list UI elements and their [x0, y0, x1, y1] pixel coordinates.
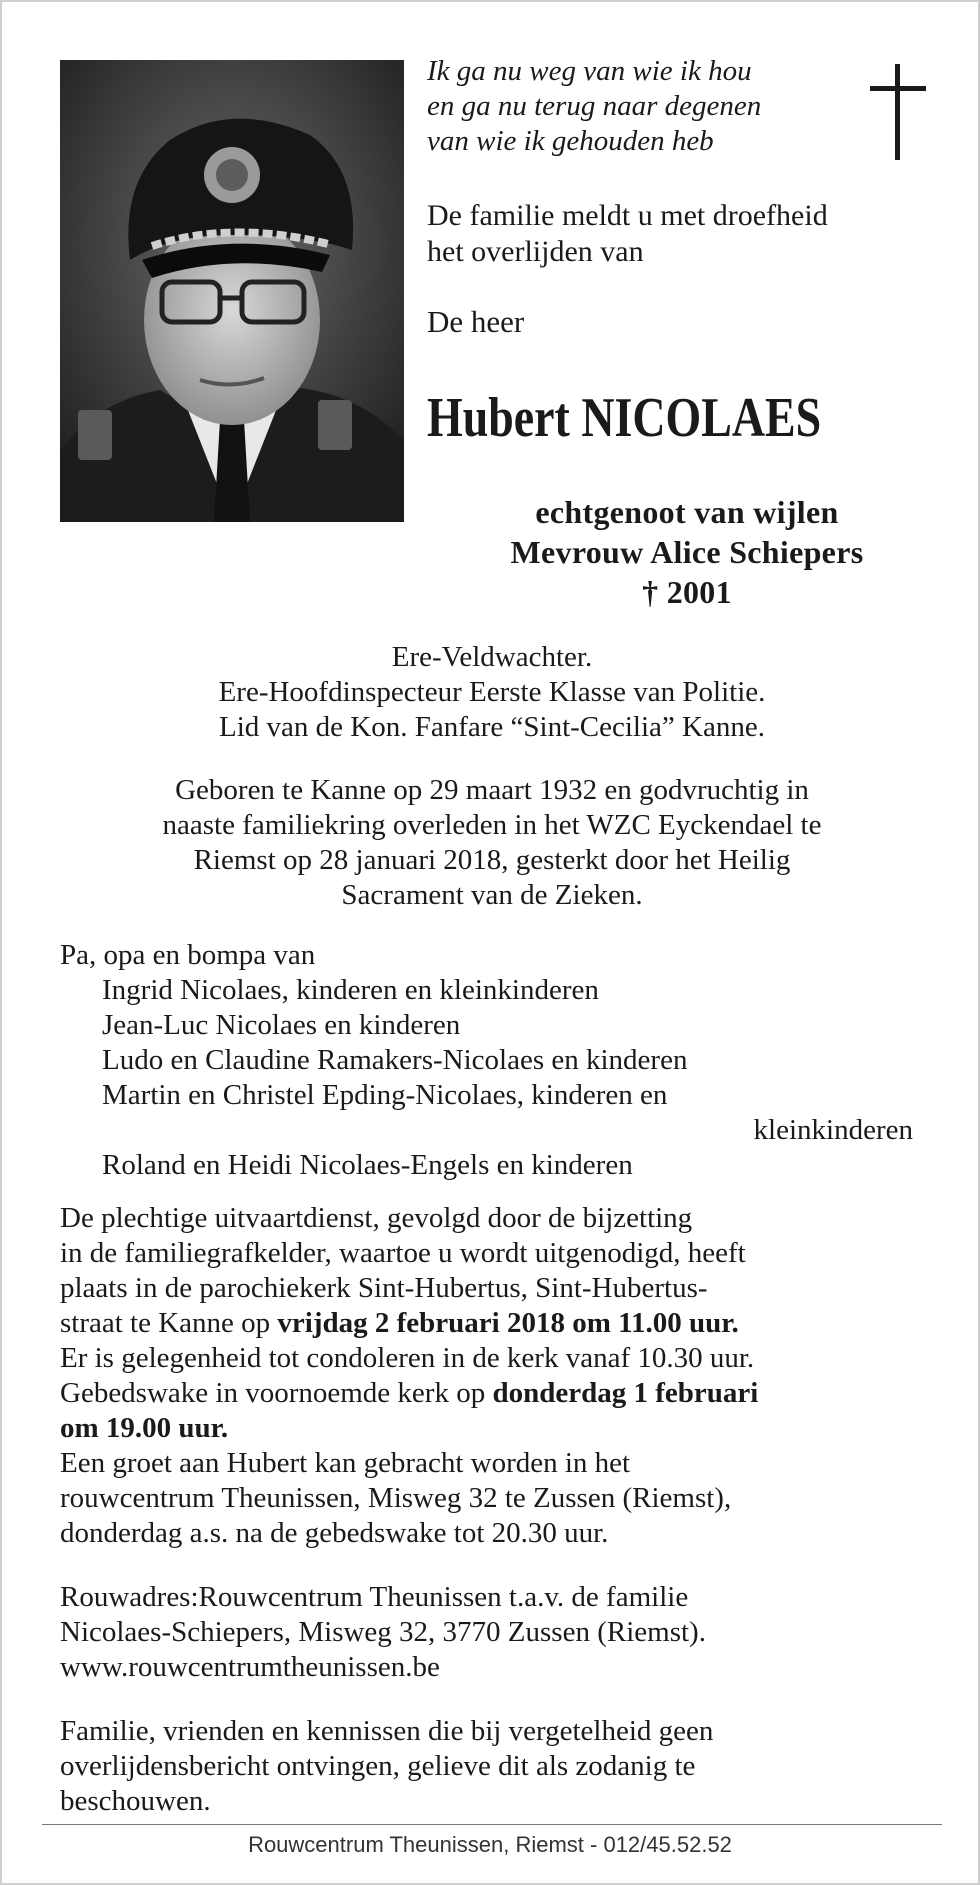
funeral-line: plaats in de parochiekerk Sint-Hubertus, Sint-Hubertus- — [60, 1272, 708, 1304]
funeral-line: Er is gelegenheid tot condoleren in de kerk vanaf 10.30 uur. — [60, 1342, 755, 1374]
funeral-line: rouwcentrum Theunissen, Misweg 32 te Zussen (Riemst), — [60, 1482, 732, 1514]
funeral-date: vrijdag 2 februari 2018 om 11.00 uur. — [277, 1307, 739, 1339]
funeral-line — [60, 1306, 940, 1341]
poem-line: Ik ga nu weg van wie ik hou — [427, 55, 752, 87]
cross-icon — [870, 64, 926, 160]
vigil-time: om 19.00 uur. — [60, 1412, 229, 1444]
vigil-text: Gebedswake in voornoemde kerk op — [60, 1377, 493, 1409]
family-member-continuation: kleinkinderen — [753, 1114, 913, 1146]
announcement-line: het overlijden van — [427, 235, 644, 268]
closing-note — [60, 1714, 940, 1819]
title-line: Ere-Hoofdinspecteur Eerste Klasse van Politie. — [218, 676, 766, 708]
birth-line: Geboren te Kanne op 29 maart 1932 en godvruchtig in — [175, 774, 809, 806]
funeral-line: Een groet aan Hubert kan gebracht worden in het — [60, 1447, 631, 1479]
funeral-line: donderdag a.s. na de gebedswake tot 20.30 uur. — [60, 1517, 609, 1549]
funeral-details — [60, 1201, 940, 1551]
address-line: Nicolaes-Schiepers, Misweg 32, 3770 Zussen (Riemst). — [60, 1616, 706, 1648]
closing-line: Familie, vrienden en kennissen die bij vergetelheid geen — [60, 1715, 714, 1747]
spouse-line: echtgenoot van wijlen — [535, 494, 839, 530]
family-member: Jean-Luc Nicolaes en kinderen — [102, 1009, 461, 1041]
poem-line: van wie ik gehouden heb — [427, 125, 714, 157]
footer-divider — [42, 1824, 942, 1825]
spouse-info — [427, 492, 947, 612]
honorary-titles — [42, 640, 942, 745]
birth-line: naaste familiekring overleden in het WZC Eyckendael te — [162, 809, 822, 841]
mourning-address — [60, 1580, 940, 1685]
funeral-line — [60, 1376, 940, 1411]
birth-line: Sacrament van de Zieken. — [341, 879, 643, 911]
spouse-death-year: † 2001 — [642, 574, 732, 610]
salutation: De heer — [427, 304, 525, 339]
family-member: Roland en Heidi Nicolaes-Engels en kinderen — [102, 1149, 633, 1181]
birth-line: Riemst op 28 januari 2018, gesterkt door het Heilig — [193, 844, 791, 876]
funeral-line — [60, 1411, 940, 1446]
title-line: Ere-Veldwachter. — [391, 641, 593, 673]
birth-death-details — [42, 773, 942, 913]
closing-line: overlijdensbericht ontvingen, gelieve dit als zodanig te — [60, 1750, 696, 1782]
family-list — [60, 938, 940, 1183]
closing-line: beschouwen. — [60, 1785, 211, 1817]
family-member: Martin en Christel Epding-Nicolaes, kinderen en — [102, 1079, 668, 1111]
announcement — [427, 198, 947, 270]
poem-line: en ga nu terug naar degenen — [427, 90, 762, 122]
address-line: Rouwadres:Rouwcentrum Theunissen t.a.v. de familie — [60, 1581, 689, 1613]
family-member: Ingrid Nicolaes, kinderen en kleinkinderen — [102, 974, 599, 1006]
funeral-text: straat te Kanne op — [60, 1307, 278, 1339]
spouse-name: Mevrouw Alice Schiepers — [510, 534, 864, 570]
family-member: Ludo en Claudine Ramakers-Nicolaes en kinderen — [102, 1044, 688, 1076]
footer-funeral-home: Rouwcentrum Theunissen, Riemst - 012/45.52.52 — [248, 1832, 732, 1857]
title-line: Lid van de Kon. Fanfare “Sint-Cecilia” Kanne. — [219, 711, 765, 743]
vigil-date: donderdag 1 februari — [492, 1377, 759, 1409]
poem — [427, 54, 827, 159]
funeral-line: in de familiegrafkelder, waartoe u wordt uitgenodigd, heeft — [60, 1237, 746, 1269]
family-intro: Pa, opa en bompa van — [60, 939, 316, 971]
funeral-line: De plechtige uitvaartdienst, gevolgd door de bijzetting — [60, 1202, 693, 1234]
portrait-photo — [60, 60, 404, 522]
announcement-line: De familie meldt u met droefheid — [427, 199, 828, 232]
deceased-name: Hubert NICOLAES — [427, 387, 822, 449]
website-link[interactable]: www.rouwcentrumtheunissen.be — [60, 1651, 440, 1683]
